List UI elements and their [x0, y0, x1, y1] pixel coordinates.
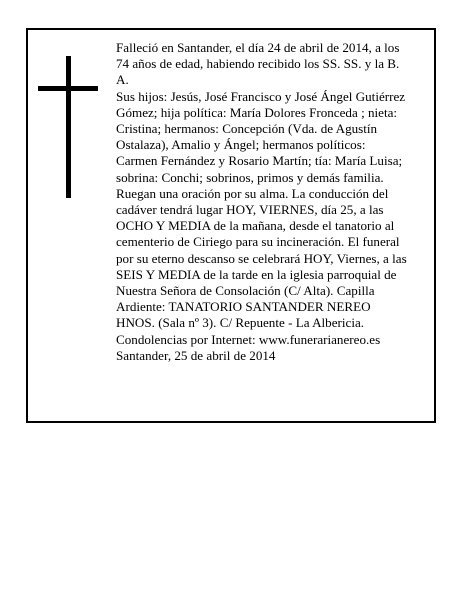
obituary-line: OCHO Y MEDIA de la mañana, desde el tanatorio al [116, 218, 395, 234]
obituary-line: Cristina; hermanos: Concepción (Vda. de Agustín [116, 121, 378, 137]
obituary-line: Ardiente: TANATORIO SANTANDER NEREO [116, 299, 371, 315]
cross-vertical-bar [66, 56, 71, 198]
obituary-line: cementerio de Ciriego para su incineración. El funeral [116, 234, 400, 250]
obituary-line: SEIS Y MEDIA de la tarde en la iglesia parroquial de [116, 266, 397, 282]
obituary-line: Sus hijos: Jesús, José Francisco y José Ángel Gutiérrez [116, 88, 406, 104]
obituary-line: 74 años de edad, habiendo recibido los SS. SS. y la B. [116, 56, 400, 72]
obituary-line: HNOS. (Sala nº 3). C/ Repuente - La Albericia. [116, 315, 365, 331]
obituary-line: Ostalaza), Amalio y Ángel; hermanos políticos: [116, 137, 366, 153]
obituary-line: A. [116, 72, 129, 88]
obituary-line: Nuestra Señora de Consolación (C/ Alta). Capilla [116, 283, 375, 299]
obituary-line: Santander, 25 de abril de 2014 [116, 347, 276, 363]
obituary-line: Ruegan una oración por su alma. La conducción del [116, 185, 389, 201]
latin-cross-icon [38, 56, 98, 198]
obituary-text [116, 40, 426, 364]
cross-horizontal-bar [38, 86, 98, 91]
obituary-line: Carmen Fernández y Rosario Martín; tía: María Luisa; [116, 153, 403, 169]
obituary-line: Falleció en Santander, el día 24 de abril de 2014, a los [116, 40, 400, 55]
obituary-line: Gómez; hija política: María Dolores Fronceda ; nieta: [116, 104, 398, 120]
obituary-line: cadáver tendrá lugar HOY, VIERNES, día 25, a las [116, 202, 384, 218]
obituary-line: Condolencias por Internet: www.funerarianereo.es [116, 331, 381, 347]
obituary-line: sobrina: Conchi; sobrinos, primos y demás familia. [116, 169, 384, 185]
obituary-line: por su eterno descanso se celebrará HOY, Viernes, a las [116, 250, 407, 266]
obituary-notice-frame [26, 28, 436, 423]
